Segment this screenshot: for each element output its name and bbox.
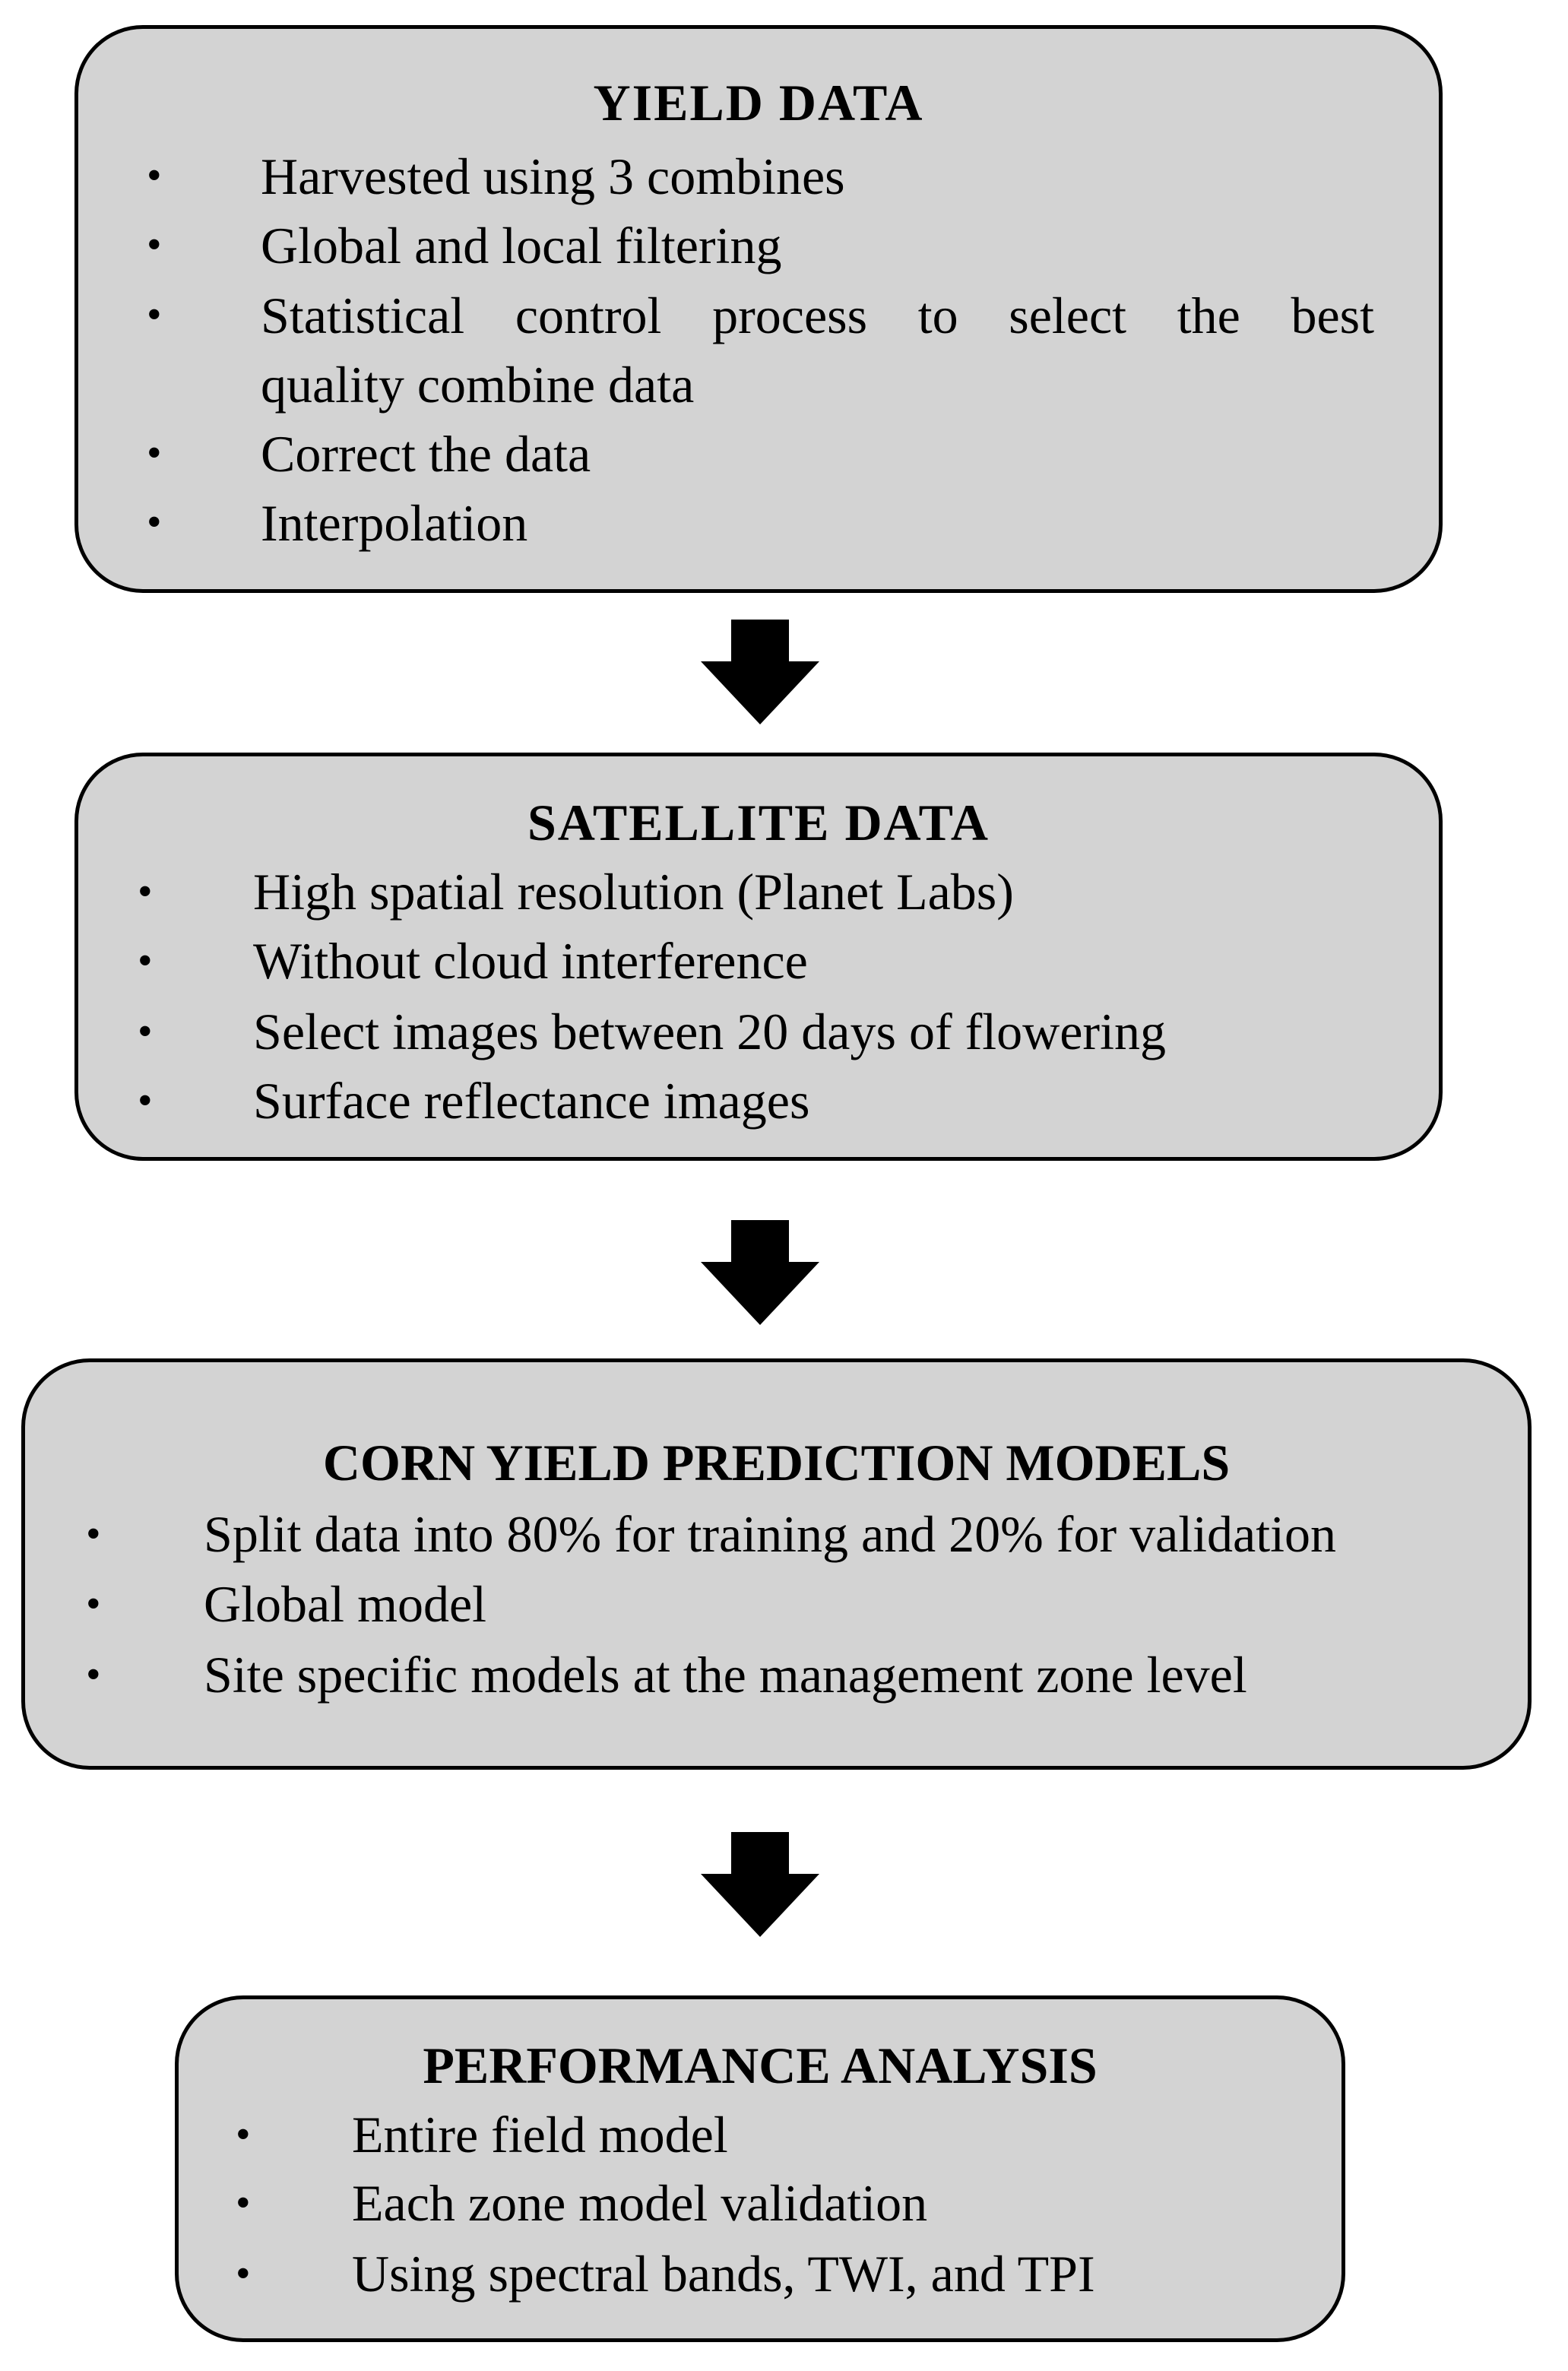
bullet-icon: • xyxy=(236,2250,251,2297)
satellite-item-select-images: Select images between 20 days of flowering xyxy=(253,1003,1166,1060)
bullet-icon: • xyxy=(147,152,162,199)
yield-item-correct: Correct the data xyxy=(261,425,591,483)
prediction-models-box xyxy=(21,1358,1532,1770)
yield-item-statistical-line1: Statistical control process to select the best xyxy=(261,287,1374,344)
performance-analysis-box xyxy=(175,1995,1345,2342)
down-arrow-icon xyxy=(699,1220,821,1327)
yield-item-harvested: Harvested using 3 combines xyxy=(261,147,845,205)
bullet-icon: • xyxy=(138,868,153,915)
bullet-icon: • xyxy=(147,430,162,477)
bullet-icon: • xyxy=(138,1077,153,1124)
satellite-item-cloud: Without cloud interference xyxy=(253,932,808,990)
models-item-split: Split data into 80% for training and 20% for validation xyxy=(204,1505,1337,1563)
bullet-icon: • xyxy=(138,937,153,984)
bullet-icon: • xyxy=(86,1580,101,1628)
yield-data-box xyxy=(74,25,1443,593)
yield-item-interpolation: Interpolation xyxy=(261,494,528,552)
down-arrow-icon xyxy=(699,620,821,726)
performance-item-spectral-bands: Using spectral bands, TWI, and TPI xyxy=(352,2245,1095,2303)
satellite-item-reflectance: Surface reflectance images xyxy=(253,1072,810,1130)
bullet-icon: • xyxy=(147,221,162,268)
bullet-icon: • xyxy=(147,499,162,546)
bullet-icon: • xyxy=(86,1651,101,1698)
models-item-global: Global model xyxy=(204,1575,487,1633)
yield-item-statistical-line2: quality combine data xyxy=(261,356,695,414)
yield-item-filtering: Global and local filtering xyxy=(261,217,782,274)
models-item-site-specific: Site specific models at the management zone level xyxy=(204,1646,1247,1704)
bullet-icon: • xyxy=(236,2111,251,2158)
bullet-icon: • xyxy=(86,1510,101,1558)
yield-data-title: YIELD DATA xyxy=(593,74,924,132)
satellite-data-box xyxy=(74,753,1443,1161)
performance-item-zone-validation: Each zone model validation xyxy=(352,2174,928,2232)
bullet-icon: • xyxy=(138,1008,153,1055)
satellite-data-title: SATELLITE DATA xyxy=(527,794,990,851)
down-arrow-icon xyxy=(699,1832,821,1938)
performance-item-entire-field: Entire field model xyxy=(352,2106,728,2163)
satellite-item-resolution: High spatial resolution (Planet Labs) xyxy=(253,863,1014,921)
performance-analysis-title: PERFORMANCE ANALYSIS xyxy=(423,2037,1098,2094)
bullet-icon: • xyxy=(236,2179,251,2227)
prediction-models-title: CORN YIELD PREDICTION MODELS xyxy=(322,1434,1231,1491)
bullet-icon: • xyxy=(147,291,162,338)
